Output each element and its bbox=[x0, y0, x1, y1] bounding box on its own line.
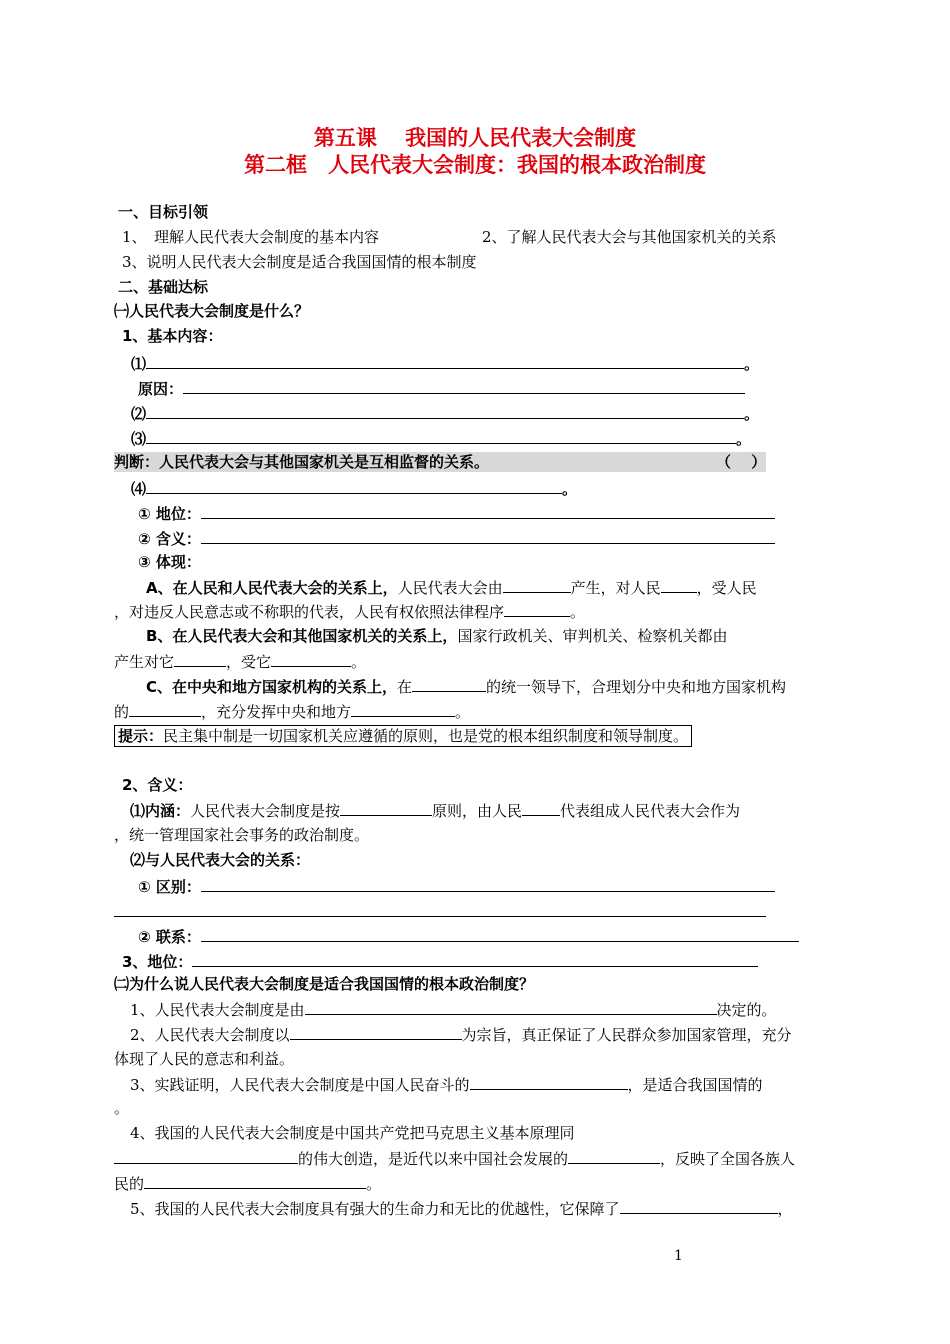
embody-a-label: A、在人民和人民代表大会的关系上， bbox=[146, 579, 398, 597]
period: 。 bbox=[744, 355, 760, 373]
text: 产生，对人民 bbox=[570, 579, 661, 597]
item-4-label: ⑷ bbox=[131, 480, 147, 498]
meaning-blank[interactable] bbox=[201, 528, 775, 544]
period: 。 bbox=[562, 480, 578, 498]
text: ，是适合我国国情的 bbox=[627, 1076, 763, 1094]
difference-continued bbox=[114, 901, 766, 922]
embody-b-row1 bbox=[146, 626, 727, 646]
text: 国家行政机关、审判机关、检察机关都由 bbox=[457, 627, 728, 645]
item-1-blank[interactable] bbox=[146, 353, 744, 369]
position-blank[interactable] bbox=[192, 951, 758, 967]
reason-2-row2: 体现了人民的意志和利益。 bbox=[114, 1050, 295, 1068]
item-4-blank[interactable] bbox=[146, 478, 562, 494]
link-label: ② 联系： bbox=[138, 928, 201, 946]
blank[interactable] bbox=[504, 601, 570, 617]
goal-2: 2、了解人民代表大会与其他国家机关的关系 bbox=[482, 228, 777, 246]
text: 5、我国的人民代表大会制度具有强大的生命力和无比的优越性，它保障了 bbox=[130, 1200, 620, 1218]
section-title: 第二框 人民代表大会制度：我国的根本政治制度 bbox=[244, 153, 706, 177]
text: 在 bbox=[397, 678, 413, 696]
blank[interactable] bbox=[661, 577, 697, 593]
reason-4-row3 bbox=[114, 1173, 381, 1194]
reason-2-row1 bbox=[130, 1024, 792, 1045]
status-blank[interactable] bbox=[201, 503, 775, 519]
text: ，受人民 bbox=[696, 579, 757, 597]
relation-heading: ⑵与人民代表大会的关系： bbox=[130, 851, 311, 869]
blank[interactable] bbox=[522, 800, 560, 816]
blank[interactable] bbox=[271, 651, 351, 667]
difference-blank-2[interactable] bbox=[114, 901, 766, 917]
position-label: 3、地位： bbox=[122, 953, 193, 971]
text: 的 bbox=[114, 703, 130, 721]
item-4 bbox=[131, 478, 577, 499]
reason-4-row2 bbox=[114, 1148, 795, 1169]
text: ，反映了全国各族人 bbox=[660, 1150, 796, 1168]
reason-1 bbox=[130, 999, 777, 1020]
goal-1: 1、 理解人民代表大会制度的基本内容 bbox=[122, 228, 380, 246]
text: 2、人民代表大会制度以 bbox=[130, 1026, 290, 1044]
text: ，受它 bbox=[226, 653, 272, 671]
tip-label: 提示： bbox=[118, 727, 164, 745]
blank[interactable] bbox=[340, 800, 432, 816]
text: 决定的。 bbox=[716, 1001, 777, 1019]
embody-c-row1 bbox=[146, 676, 786, 697]
period: 。 bbox=[744, 405, 760, 423]
embody-a-row1 bbox=[146, 577, 757, 598]
heading-basics: 二、基础达标 bbox=[118, 278, 209, 296]
text: ，对违反人民意志或不称职的代表，人民有权依照法律程序 bbox=[114, 603, 505, 621]
connotation-label: ⑴内涵： bbox=[130, 802, 191, 820]
blank[interactable] bbox=[129, 701, 201, 717]
basic-content-label: 1、基本内容： bbox=[122, 327, 223, 345]
lesson-title: 第五课 我国的人民代表大会制度 bbox=[313, 126, 637, 150]
item-2 bbox=[131, 403, 759, 424]
reason-blank[interactable] bbox=[183, 378, 745, 394]
text: 原则，由人民 bbox=[432, 802, 523, 820]
item-3-label: ⑶ bbox=[131, 430, 147, 448]
embody-label: ③ 体现： bbox=[138, 553, 201, 571]
reason-3-row1 bbox=[130, 1074, 763, 1095]
page-number: 1 bbox=[674, 1248, 683, 1264]
status-label: ① 地位： bbox=[138, 505, 201, 523]
judgement-row bbox=[114, 452, 766, 472]
text: 代表组成人民代表大会作为 bbox=[560, 802, 741, 820]
item-2-label: ⑵ bbox=[131, 405, 147, 423]
period: 。 bbox=[351, 653, 367, 671]
text: 民的 bbox=[114, 1175, 145, 1193]
meaning-row bbox=[138, 528, 775, 549]
connotation-row1 bbox=[130, 800, 740, 821]
blank[interactable] bbox=[503, 577, 571, 593]
link-row bbox=[138, 926, 799, 947]
blank[interactable] bbox=[290, 1024, 462, 1040]
difference-label: ① 区别： bbox=[138, 878, 201, 896]
question-1: ㈠人民代表大会制度是什么？ bbox=[114, 302, 310, 320]
embody-a-row2 bbox=[114, 601, 585, 622]
item-1 bbox=[131, 353, 759, 374]
tip-box bbox=[114, 725, 692, 747]
link-blank[interactable] bbox=[201, 926, 799, 942]
text: 1、人民代表大会制度是由 bbox=[130, 1001, 305, 1019]
period: 。 bbox=[455, 703, 471, 721]
reason-3-row2: 。 bbox=[114, 1099, 130, 1117]
item-3-blank[interactable] bbox=[146, 428, 736, 444]
difference-row bbox=[138, 876, 775, 897]
item-1-label: ⑴ bbox=[131, 355, 147, 373]
text: 产生对它 bbox=[114, 653, 175, 671]
reason-row bbox=[138, 378, 745, 399]
connotation-row2: ，统一管理国家社会事务的政治制度。 bbox=[114, 826, 370, 844]
difference-blank[interactable] bbox=[201, 876, 775, 892]
goal-3: 3、说明人民代表大会制度是适合我国国情的根本制度 bbox=[122, 253, 477, 271]
judgement-answer[interactable]: （ ） bbox=[716, 453, 767, 471]
blank[interactable] bbox=[620, 1198, 778, 1214]
item-2-blank[interactable] bbox=[146, 403, 744, 419]
meaning-label: ② 含义： bbox=[138, 530, 201, 548]
blank[interactable] bbox=[305, 999, 717, 1015]
blank[interactable] bbox=[412, 676, 486, 692]
embody-c-label: C、在中央和地方国家机构的关系上， bbox=[146, 678, 398, 696]
text: 人民代表大会由 bbox=[397, 579, 503, 597]
blank[interactable] bbox=[470, 1074, 628, 1090]
item-3 bbox=[131, 428, 751, 449]
reason-label: 原因： bbox=[138, 380, 184, 398]
period: 。 bbox=[366, 1175, 382, 1193]
reason-4-row1: 4、我国的人民代表大会制度是中国共产党把马克思主义基本原理同 bbox=[130, 1124, 575, 1142]
judgement-text: 判断：人民代表大会与其他国家机关是互相监督的关系。 bbox=[114, 453, 490, 471]
text: 为宗旨，真正保证了人民群众参加国家管理，充分 bbox=[461, 1026, 792, 1044]
embody-b-label: B、在人民代表大会和其他国家机关的关系上， bbox=[146, 627, 458, 645]
reason-5 bbox=[130, 1198, 793, 1219]
text: 的统一领导下，合理划分中央和地方国家机构 bbox=[486, 678, 787, 696]
blank[interactable] bbox=[174, 651, 226, 667]
blank[interactable] bbox=[144, 1173, 366, 1189]
tip-text: 民主集中制是一切国家机关应遵循的原则，也是党的根本组织制度和领导制度。 bbox=[163, 727, 689, 745]
embody-c-row2 bbox=[114, 701, 470, 722]
text: 3、实践证明，人民代表大会制度是中国人民奋斗的 bbox=[130, 1076, 470, 1094]
question-2: ㈡为什么说人民代表大会制度是适合我国国情的根本政治制度？ bbox=[114, 975, 535, 993]
text: ，充分发挥中央和地方 bbox=[201, 703, 352, 721]
heading-goals: 一、目标引领 bbox=[118, 203, 209, 221]
blank[interactable] bbox=[568, 1148, 660, 1164]
text: 的伟大创造，是近代以来中国社会发展的 bbox=[298, 1150, 569, 1168]
blank[interactable] bbox=[114, 1148, 298, 1164]
period: 。 bbox=[736, 430, 752, 448]
embody-b-row2 bbox=[114, 651, 366, 672]
period: 。 bbox=[570, 603, 586, 621]
blank[interactable] bbox=[351, 701, 455, 717]
comma: ， bbox=[777, 1200, 793, 1218]
text: 人民代表大会制度是按 bbox=[190, 802, 341, 820]
meaning-heading: 2、含义： bbox=[122, 776, 193, 794]
position-row bbox=[122, 951, 758, 972]
status-row bbox=[138, 503, 775, 524]
